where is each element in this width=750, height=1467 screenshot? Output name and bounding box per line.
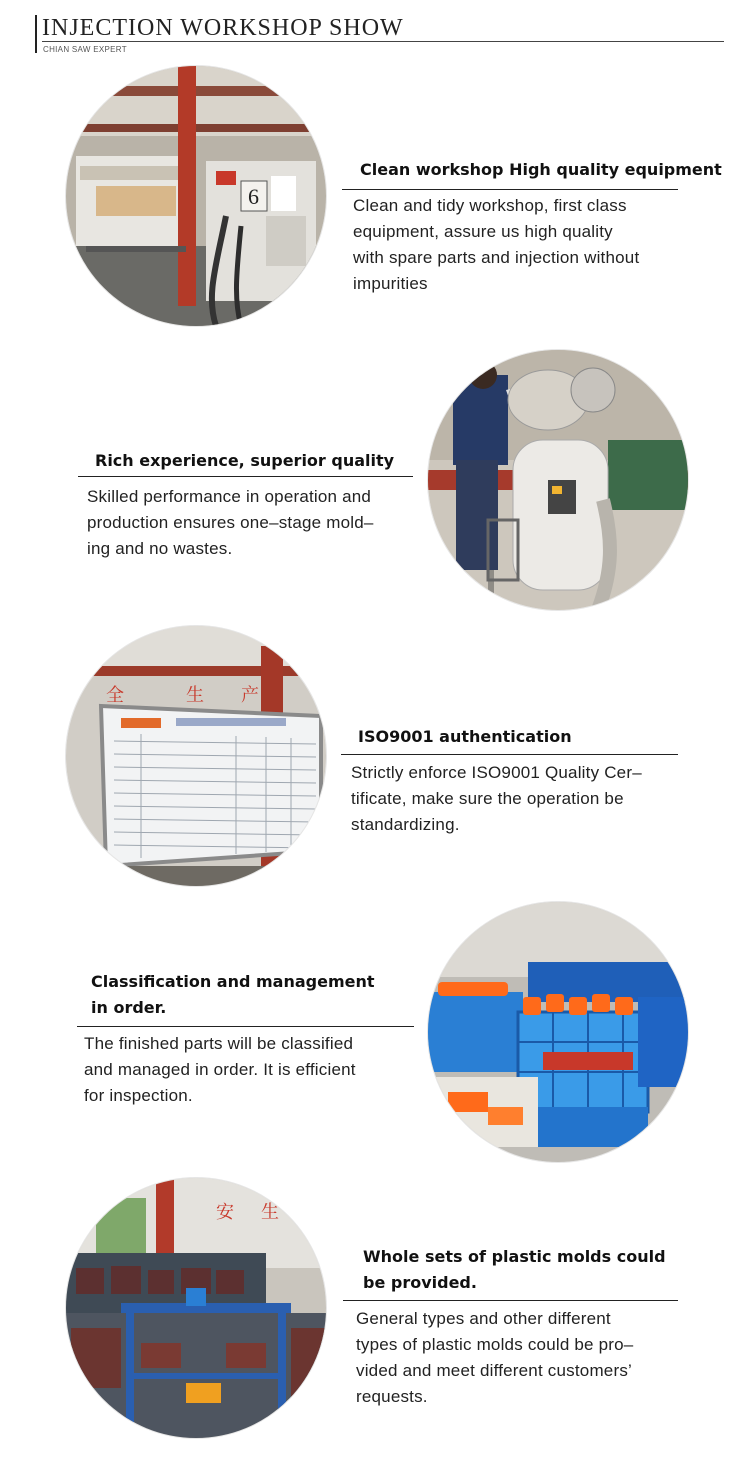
section-3-rule (341, 754, 678, 755)
section-1-line: Clean and tidy workshop, first class (353, 196, 627, 215)
section-3-line: Strictly enforce ISO9001 Quality Cer– (351, 763, 642, 782)
section-5-rule (343, 1300, 678, 1301)
section-2-line: ing and no wastes. (87, 539, 233, 558)
section-1-line: equipment, assure us high quality (353, 222, 613, 241)
workshop-machine-photo (66, 66, 326, 326)
section-5-heading-line: Whole sets of plastic molds could (363, 1247, 666, 1266)
section-1-heading (360, 157, 722, 183)
page-title: INJECTION WORKSHOP SHOW (42, 15, 404, 41)
sign-char-label: 生 (186, 685, 204, 706)
section-3-line: standardizing. (351, 815, 460, 834)
section-1-rule (342, 189, 678, 190)
section-1-line: with spare parts and injection without (353, 248, 640, 267)
molds-workbench-photo (66, 1178, 326, 1438)
section-5-line: requests. (356, 1387, 428, 1406)
worker-dryer-photo (428, 350, 688, 610)
crates-parts-photo (428, 902, 688, 1162)
section-5-description (356, 1306, 633, 1410)
section-4-line: and managed in order. It is efficient (84, 1060, 356, 1079)
section-5-line: vided and meet different customers’ (356, 1361, 632, 1380)
section-2-heading (95, 448, 394, 474)
section-3-description (351, 760, 642, 838)
section-2-line: production ensures one–stage mold– (87, 513, 374, 532)
section-4-line: for inspection. (84, 1086, 193, 1105)
section-4-description (84, 1031, 356, 1109)
section-1-description (353, 193, 639, 297)
sign-char-label: 生 (261, 1202, 279, 1223)
sign-char-label: 安 (216, 1202, 234, 1223)
sign-char-label: 全 (106, 685, 124, 706)
header-accent-bar (35, 15, 37, 53)
page-header (0, 0, 750, 60)
section-5-line: General types and other different (356, 1309, 611, 1328)
section-2-rule (78, 476, 413, 477)
page-subtitle: CHIAN SAW EXPERT (43, 45, 127, 54)
section-3-heading-line: ISO9001 authentication (358, 727, 572, 746)
section-1-line: impurities (353, 274, 428, 293)
section-5-heading (363, 1244, 666, 1296)
section-4-heading (91, 969, 375, 1021)
header-divider (42, 41, 724, 42)
section-2-heading-line: Rich experience, superior quality (95, 451, 395, 470)
section-5-line: types of plastic molds could be pro– (356, 1335, 634, 1354)
section-3-line: tificate, make sure the operation be (351, 789, 624, 808)
section-1-heading-line: Clean workshop High quality equipment (360, 160, 722, 179)
iso-board-photo (66, 626, 326, 886)
section-5-heading-line: be provided. (363, 1273, 477, 1292)
section-4-line: The finished parts will be classified (84, 1034, 354, 1053)
section-4-heading-line: in order. (91, 998, 167, 1017)
sign-char-label: 产 (241, 685, 259, 706)
section-2-line: Skilled performance in operation and (87, 487, 372, 506)
section-2-description (87, 484, 374, 562)
section-4-rule (77, 1026, 414, 1027)
section-4-heading-line: Classification and management (91, 972, 375, 991)
section-3-heading (358, 724, 572, 750)
machine-number-label: 6 (248, 184, 259, 209)
